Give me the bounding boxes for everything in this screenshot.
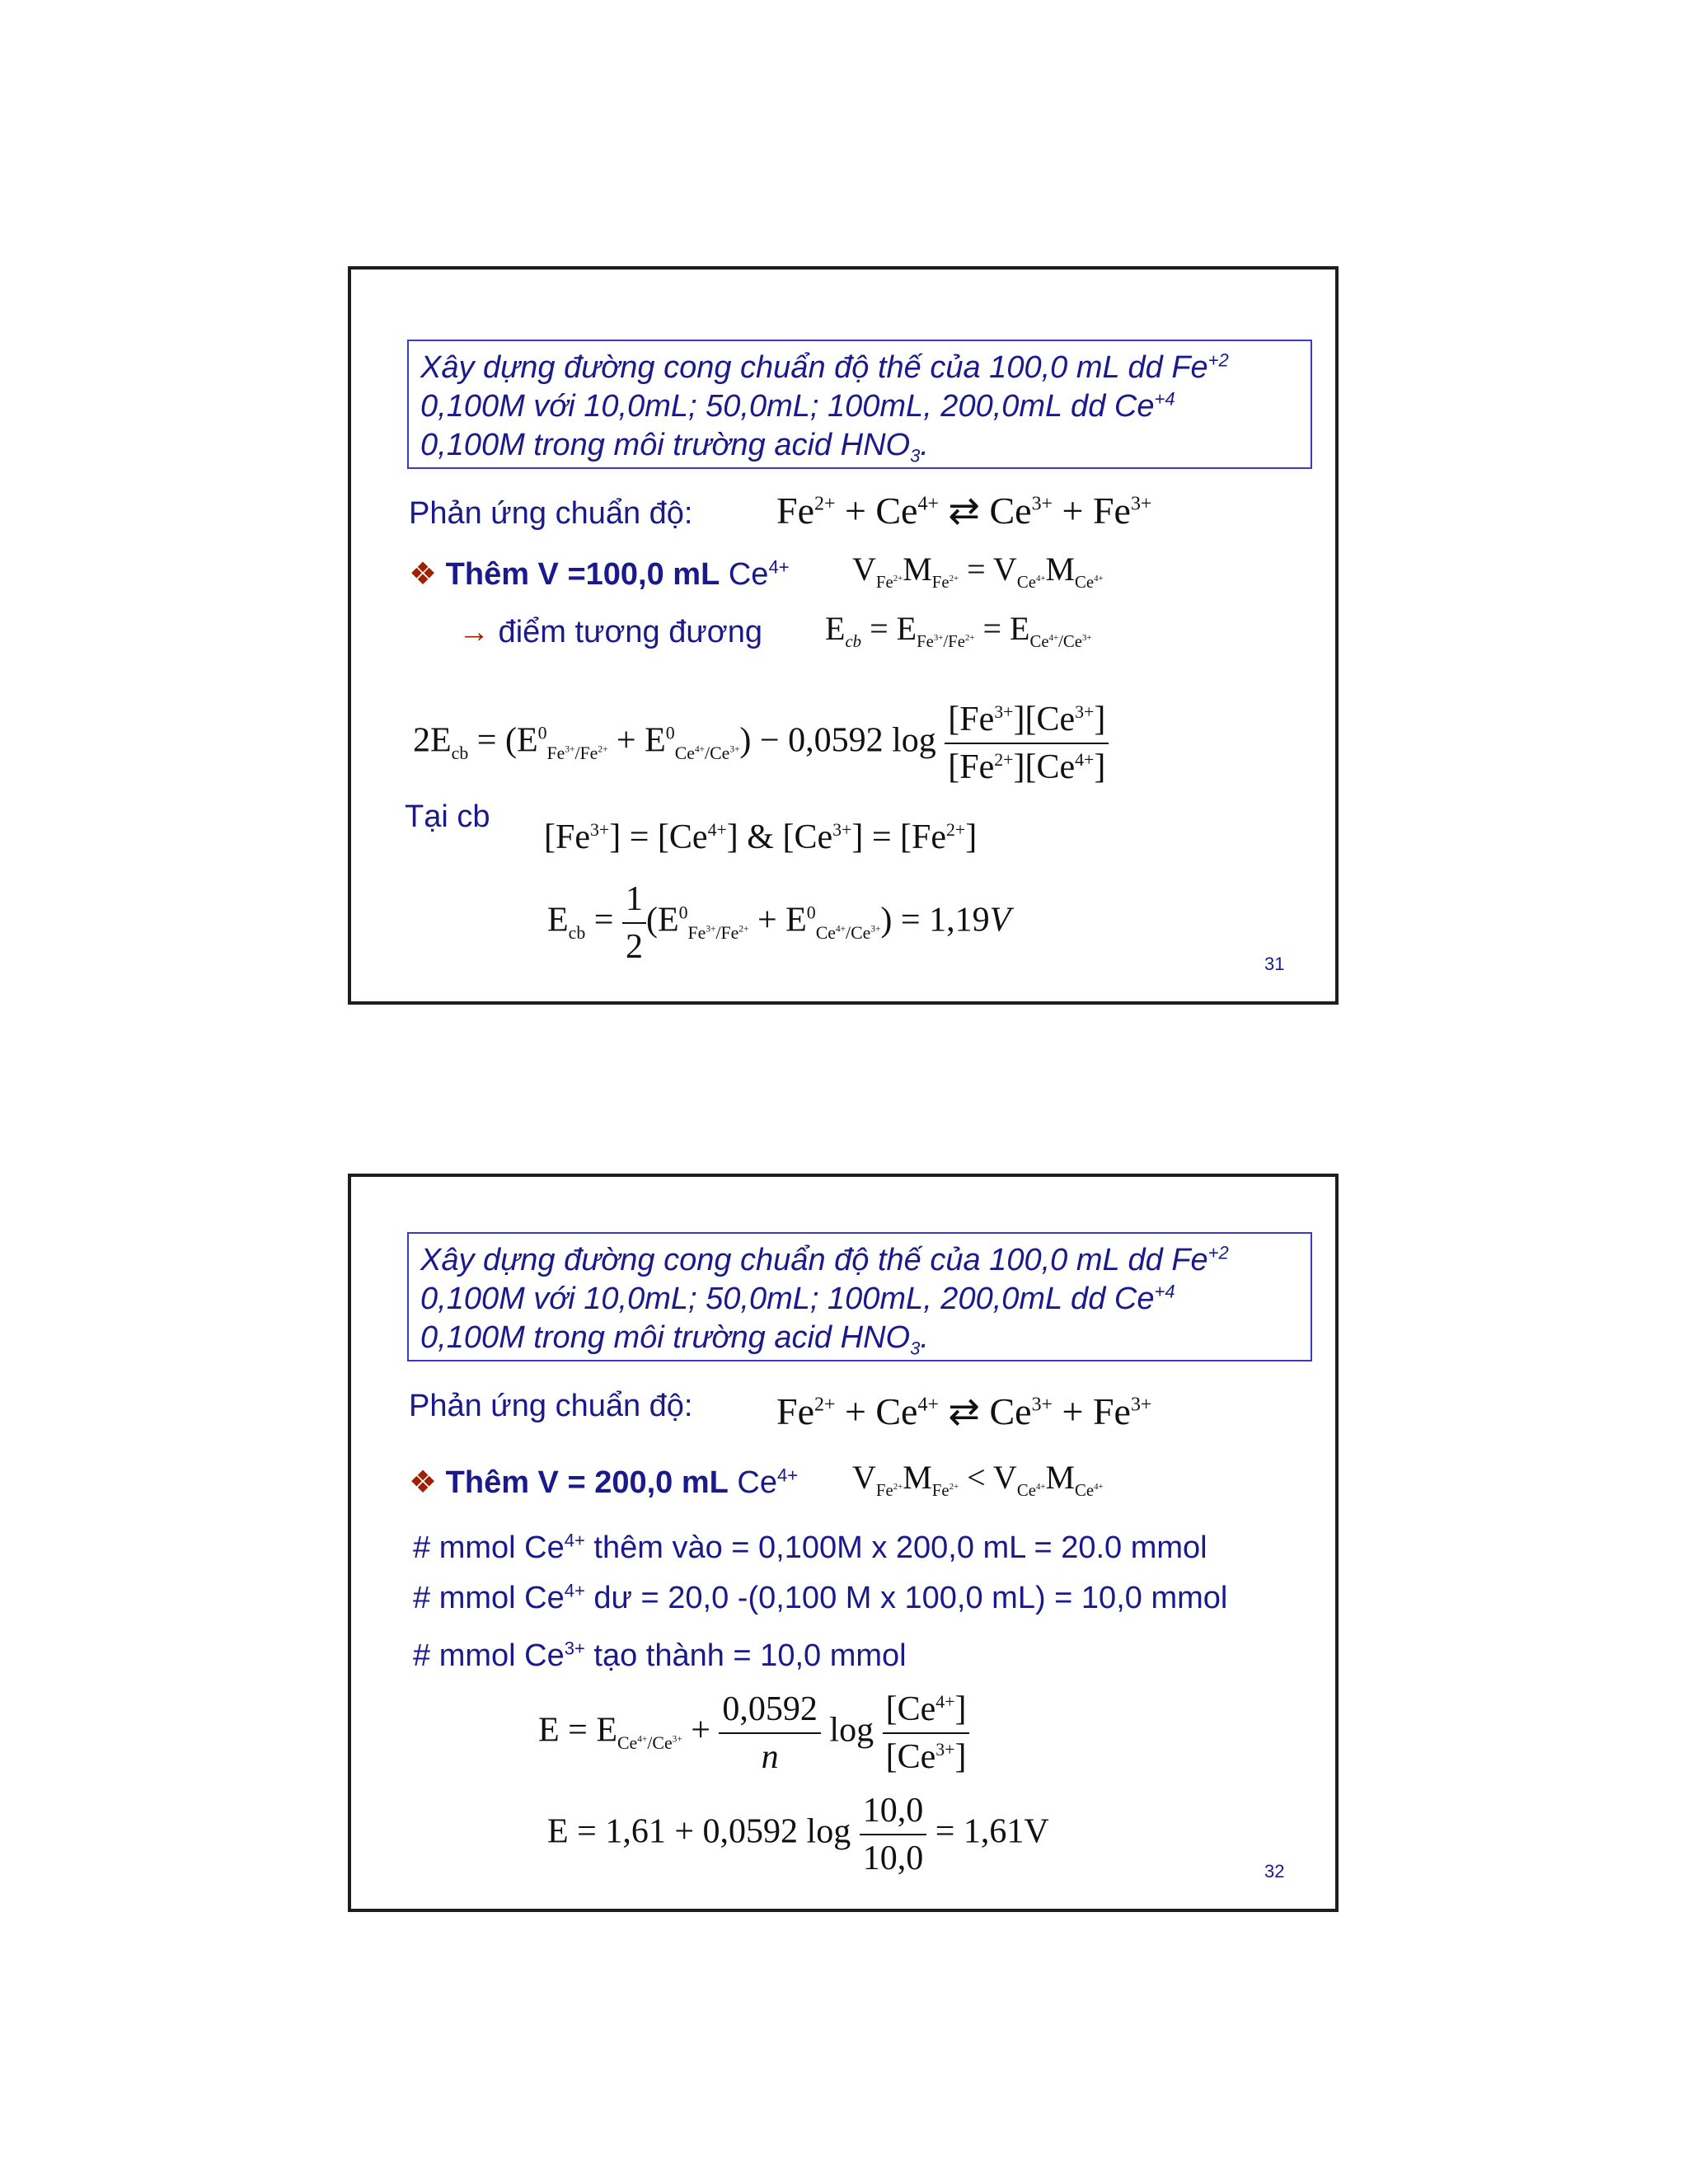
diamond-bullet-icon: ❖	[409, 1465, 438, 1500]
problem-line-3: 0,100M trong môi trường acid $HNO_3$.	[420, 1320, 929, 1359]
problem-line-2: 0,100M với 10,0mL; 50,0mL; 100mL, 200,0mL dd $Ce^{+4}$	[420, 1281, 1175, 1316]
titration-reaction-equation: $Fe^{2+} + Ce^{4+}$ ⇄ $Ce^{3+} + Fe^{3+}$	[776, 1390, 1152, 1432]
problem-line-2: 0,100M với 10,0mL; 50,0mL; 100mL, 200,0mL dd $Ce^{+4}$	[420, 388, 1175, 424]
added-volume-line: ❖ Thêm V = 200,0 mL $Ce^{4+}$	[409, 1465, 799, 1500]
potential-result-equation: E = 1,61 + 0,0592 log $\frac{10,0}{10,0}$ = 1,61V	[547, 1792, 1049, 1877]
reaction-label: Phản ứng chuẩn độ:	[409, 1389, 693, 1423]
equilibrium-concentration-equation: $[Fe^{3+}] = [Ce^{4+}]$ & $[Ce^{3+}] = [Fe^{2+}]$	[544, 818, 978, 856]
slide-32	[348, 1174, 1339, 1912]
equivalence-point-line: → điểm tương đương	[458, 615, 762, 649]
excess-volume-inequality: $V_{Fe^{2+}}M_{Fe^{2+}} < V_{Ce^{4+}}M_{Ce^{4+}}$	[852, 1459, 1104, 1500]
nernst-sum-equation: $2E_{cb} = (E^0_{Fe^{3+}/Fe^{2+}} + E^0_{Ce^{4+}/Ce^{3+}}) - 0,0592$ log $\frac{[Fe^{3+}][Ce^{3+}]}{[Fe^{2+}][Ce^{4+}]}$	[413, 700, 1109, 787]
mmol-ce4-excess-line: # mmol $Ce^{4+}$ dư = 20,0 -(0,100 M x 100,0 mL) = 10,0 mmol	[413, 1580, 1228, 1615]
nernst-equation-ce: $E = E_{Ce^{4+}/Ce^{3+}}$ + $\frac{0,0592}{n}$ log $\frac{[Ce^{4+}]}{[Ce^{3+}]}$	[538, 1690, 969, 1777]
titration-reaction-equation: $Fe^{2+} + Ce^{4+}$ ⇄ $Ce^{3+} + Fe^{3+}$	[776, 490, 1152, 532]
mmol-ce3-formed-line: # mmol $Ce^{3+}$ tạo thành = 10,0 mmol	[413, 1638, 907, 1673]
mmol-ce4-added-line: # mmol $Ce^{4+}$ thêm vào = 0,100M x 200,0 mL = 20.0 mmol	[413, 1530, 1207, 1565]
arrow-right-icon: →	[458, 615, 490, 649]
diamond-bullet-icon: ❖	[409, 557, 438, 592]
problem-line-1: Xây dựng đường cong chuẩn độ thế của 100,0 mL dd $Fe^{+2}$	[420, 349, 1229, 385]
page-number: 31	[1264, 954, 1285, 974]
at-equilibrium-label: Tại cb	[405, 799, 490, 834]
equivalence-volume-equation: $V_{Fe^{2+}}M_{Fe^{2+}} = V_{Ce^{4+}}M_{Ce^{4+}}$	[852, 551, 1104, 592]
page-number: 32	[1264, 1861, 1285, 1882]
problem-line-3: 0,100M trong môi trường acid $HNO_3$.	[420, 428, 929, 466]
problem-statement-box	[407, 340, 1312, 469]
equivalence-potential-result: $E_{cb}$ = $\frac{1}{2}$ $(E^0_{Fe^{3+}/Fe^{2+}} + E^0_{Ce^{4+}/Ce^{3+}}) = 1,19V$	[547, 880, 1011, 966]
slide-31	[348, 266, 1339, 1005]
problem-statement-box	[407, 1232, 1312, 1361]
added-volume-line: ❖ Thêm V =100,0 mL $Ce^{4+}$	[409, 556, 790, 592]
reaction-label: Phản ứng chuẩn độ:	[409, 496, 693, 531]
problem-line-1: Xây dựng đường cong chuẩn độ thế của 100,0 mL dd $Fe^{+2}$	[420, 1242, 1229, 1277]
equivalence-potential-equation: $E_{cb} = E_{Fe^{3+}/Fe^{2+}} = E_{Ce^{4+}/Ce^{3+}}$	[825, 610, 1092, 651]
